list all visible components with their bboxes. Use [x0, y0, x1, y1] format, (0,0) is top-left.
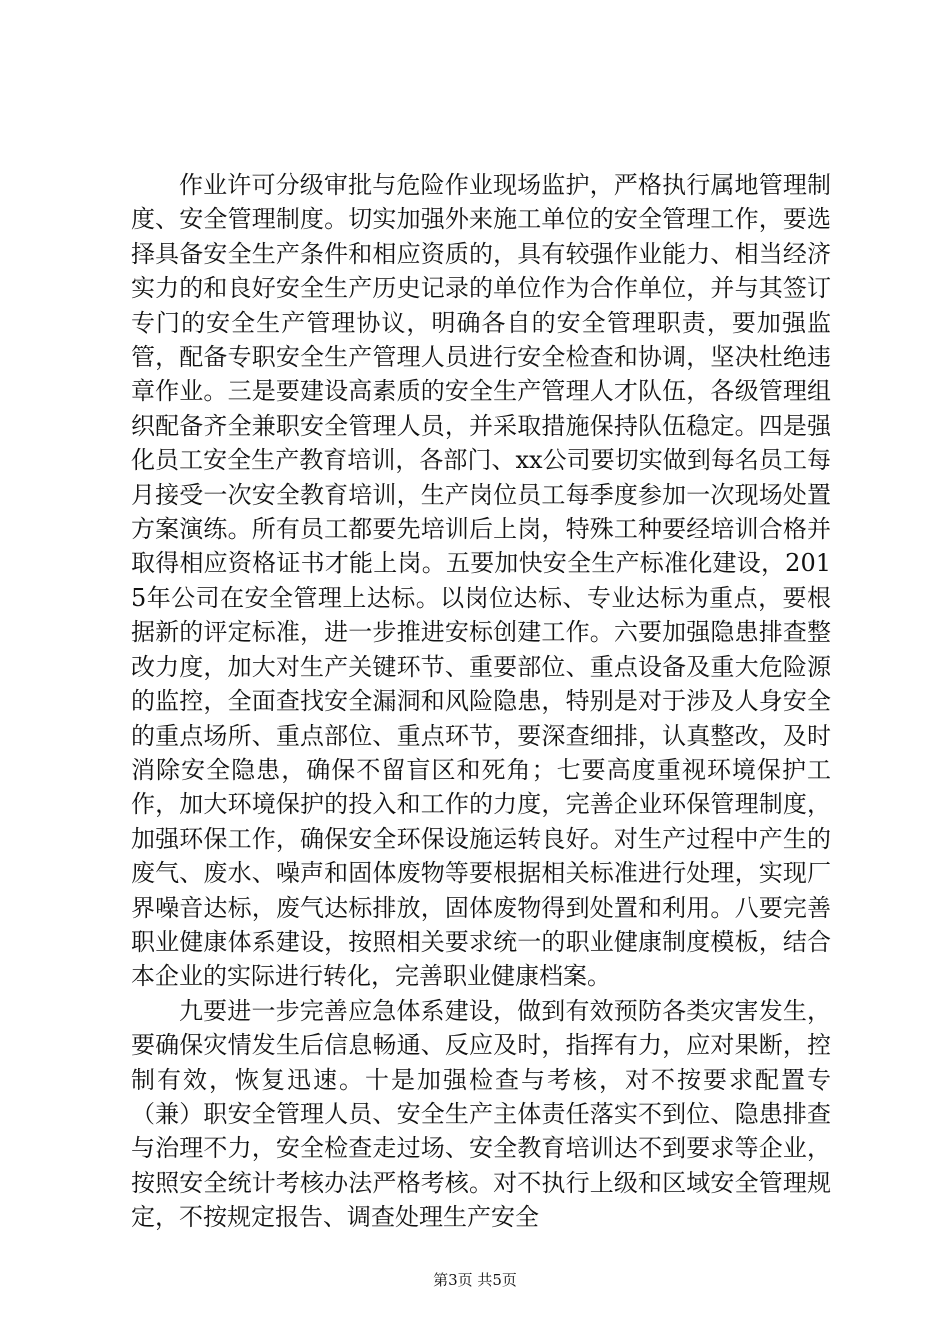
paragraph-2: 九要进一步完善应急体系建设，做到有效预防各类灾害发生，要确保灾情发生后信息畅通、反应及时，指挥有力，应对果断，控制有效，恢复迅速。十是加强检查与考核，对不按要求配置专（兼）职安全管理人员、安全生产主体责任落实不到位、隐患排查与治理不力，安全检查走过场、安全教育培训达不到要求等企业，按照安全统计考核办法严格考核。对不执行上级和区域安全管理规定，不按规定报告、调查处理生产安全 — [131, 996, 831, 1232]
paragraph-1: 作业许可分级审批与危险作业现场监护，严格执行属地管理制度、安全管理制度。切实加强外来施工单位的安全管理工作，要选择具备安全生产条件和相应资质的，具有较强作业能力、相当经济实力的和良好安全生产历史记录的单位作为合作单位，并与其签订专门的安全生产管理协议，明确各自的安全管理职责，要加强监管，配备专职安全生产管理人员进行安全检查和协调，坚决杜绝违章作业。三是要建设高素质的安全生产管理人才队伍，各级管理组织配备齐全兼职安全管理人员，并采取措施保持队伍稳定。四是强化员工安全生产教育培训，各部门、xx公司要切实做到每名员工每月接受一次安全教育培训，生产岗位员工每季度参加一次现场处置方案演练。所有员工都要先培训后上岗，特殊工种要经培训合格并取得相应资格证书才能上岗。五要加快安全生产标准化建设，2015年公司在安全管理上达标。以岗位达标、专业达标为重点，要根据新的评定标准，进一步推进安标创建工作。六要加强隐患排查整改力度，加大对生产关键环节、重要部位、重点设备及重大危险源的监控，全面查找安全漏洞和风险隐患，特别是对于涉及人身安全的重点场所、重点部位、重点环节，要深查细排，认真整改，及时消除安全隐患，确保不留盲区和死角；七要高度重视环境保护工作，加大环境保护的投入和工作的力度，完善企业环保管理制度，加强环保工作，确保安全环保设施运转良好。对生产过程中产生的废气、废水、噪声和固体废物等要根据相关标准进行处理，实现厂界噪音达标，废气达标排放，固体废物得到处置和利用。八要完善职业健康体系建设，按照相关要求统一的职业健康制度模板，结合本企业的实际进行转化，完善职业健康档案。 — [131, 171, 831, 991]
document-body — [131, 168, 831, 1235]
page-footer: 第3页 共5页 — [433, 1271, 517, 1289]
